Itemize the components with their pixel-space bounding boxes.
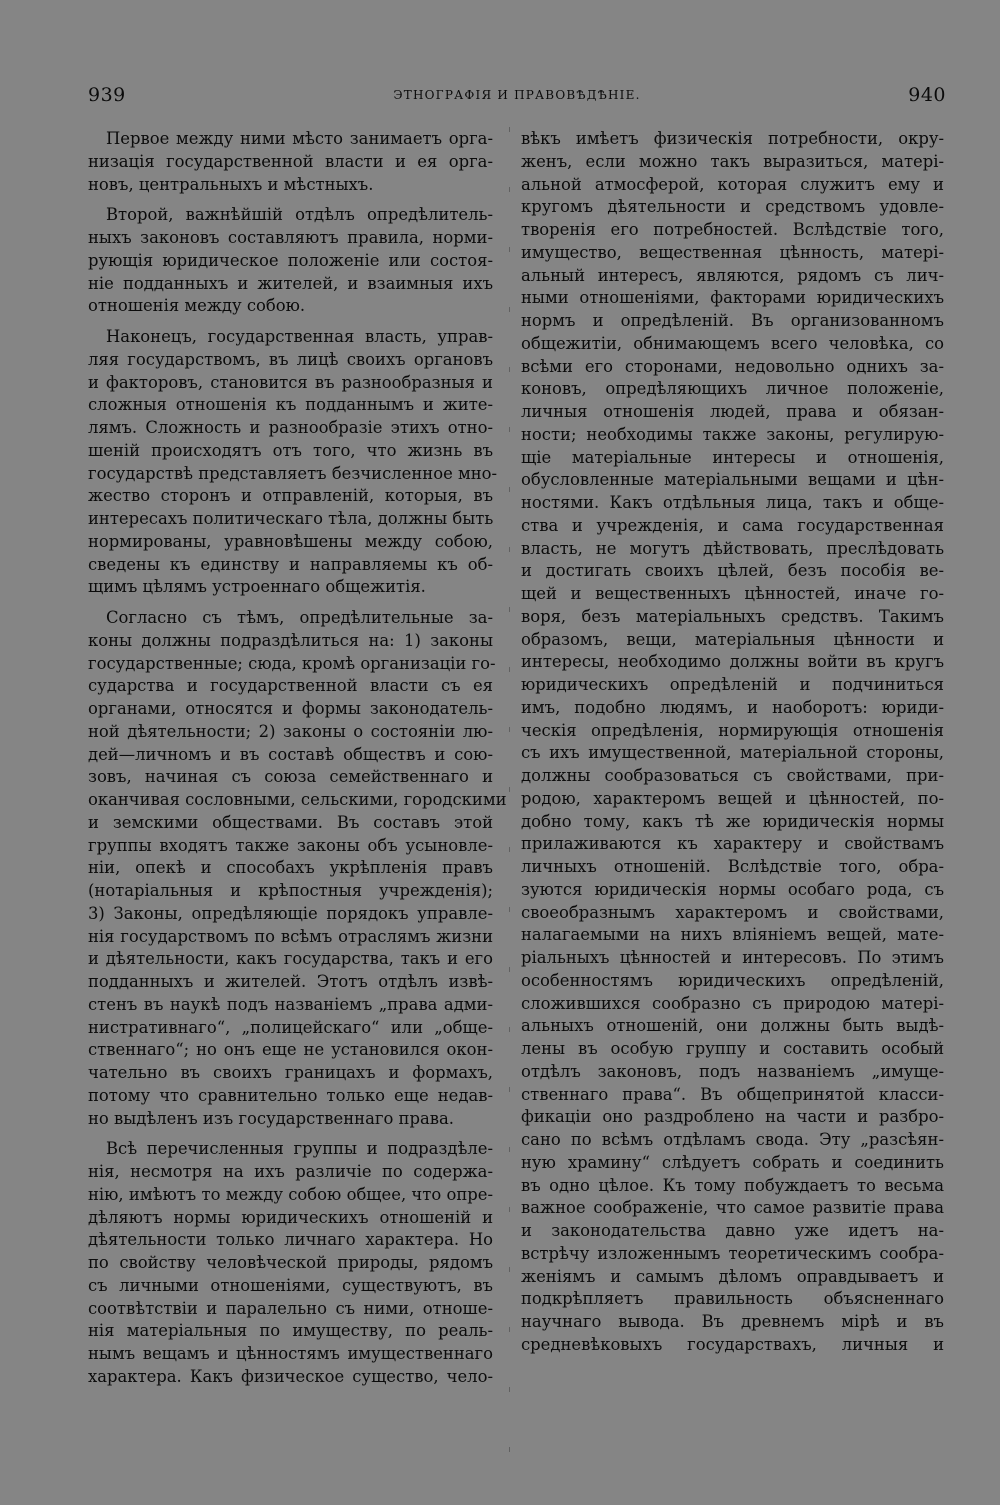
text-line: сведены къ единству и направляемы къ об- — [88, 554, 493, 574]
text-line: и факторовъ, становится въ разнообразныя и — [88, 372, 493, 392]
text-line: соотвѣтствіи и паралельно съ ними, отноше- — [88, 1298, 493, 1318]
text-line: зовъ, начиная съ союза семейственнаго и — [88, 767, 493, 787]
text-line: Наконецъ, государственная власть, управ- — [106, 327, 493, 346]
text-line: съ личными отношеніями, существуютъ, въ — [88, 1275, 493, 1295]
text-line: важное соображеніе, что самое развитіе права — [521, 1198, 944, 1218]
text-line: и законодательства давно уже идетъ на- — [521, 1221, 944, 1240]
text-line: должны сообразоваться съ свойствами, при- — [521, 766, 944, 785]
text-line: ческія опредѣленія, нормирующія отношенія — [521, 720, 944, 740]
text-line: щимъ цѣлямъ устроеннаго общежитія. — [88, 577, 426, 597]
text-line: ную храмину“ слѣдуетъ собрать и соединить — [521, 1152, 944, 1172]
text-line: лямъ. Сложность и разнообразіе этихъ отно- — [88, 418, 493, 437]
text-line: жество сторонъ и отправленій, которыя, въ — [88, 486, 493, 506]
column-divider — [509, 127, 510, 1452]
text-line: ности; необходимы также законы, регулирую- — [521, 424, 944, 444]
text-line: нія государствомъ по всѣмъ отраслямъ жизни — [88, 926, 493, 946]
text-line: нормъ и опредѣленій. Въ организованномъ — [521, 311, 944, 330]
text-line: всѣми его сторонами, недовольно однихъ за- — [521, 356, 944, 376]
text-line: прилаживаются къ характеру и свойствамъ — [521, 834, 944, 854]
text-line: по свойству человѣческой природы, рядомъ — [88, 1253, 493, 1272]
text-line: ственнаго права“. Въ общепринятой класси- — [521, 1084, 944, 1104]
text-line: органами, относятся и формы законодатель- — [88, 699, 493, 718]
paragraph-gap — [88, 318, 493, 326]
text-line: дѣляютъ нормы юридическихъ отношеній и — [88, 1207, 493, 1227]
text-line: характера. Какъ физическое существо, чело- — [88, 1366, 493, 1386]
text-line: обусловленные матеріальными вещами и цѣн- — [521, 470, 944, 490]
text-line: щіе матеріальные интересы и отношенія, — [521, 447, 944, 467]
text-line: сударства и государственной власти съ ея — [88, 676, 493, 696]
text-line: женъ, если можно такъ выразиться, матері- — [521, 151, 944, 171]
text-line: родою, характеромъ вещей и цѣнностей, по- — [521, 788, 944, 808]
text-line: юридическихъ опредѣленій и подчиниться — [521, 675, 944, 694]
text-line: подданныхъ и жителей. Этотъ отдѣлъ извѣ- — [88, 972, 493, 991]
text-line: оканчивая сословными, сельскими, городскими — [88, 790, 507, 809]
text-line: дей—личномъ и въ составѣ обществъ и сою- — [88, 744, 493, 764]
text-line: альной атмосферой, которая служитъ ему и — [521, 174, 944, 194]
text-line: зуются юридическія нормы особаго рода, съ — [521, 879, 944, 899]
paragraph-gap — [88, 196, 493, 204]
text-line: коны должны подраздѣлиться на: 1) законы — [88, 630, 493, 650]
text-line: 3) Законы, опредѣляющіе порядокъ управле- — [88, 903, 493, 923]
text-line: и дѣятельности, какъ государства, такъ и его — [88, 949, 493, 969]
text-line: ріальныхъ цѣнностей и интересовъ. По этимъ — [521, 948, 944, 967]
text-line: фикаціи оно раздроблено на части и разбро- — [521, 1107, 944, 1127]
running-title: ЭТНОГРАФІЯ И ПРАВОВѢДѢНІЕ. — [393, 88, 641, 102]
text-line: имъ, подобно людямъ, и наоборотъ: юриди- — [521, 697, 944, 717]
text-line: своеобразнымъ характеромъ и свойствами, — [521, 902, 944, 922]
text-line: интересахъ политическаго тѣла, должны быть — [88, 509, 494, 528]
text-line: государственные; сюда, кромѣ организаціи го- — [88, 653, 496, 673]
text-line: нію, имѣютъ то между собою общее, что опре- — [88, 1184, 493, 1204]
text-line: нистративнаго“, „полицейскаго“ или „обще- — [88, 1017, 493, 1037]
text-line: женіямъ и самымъ дѣломъ оправдываетъ и — [521, 1266, 944, 1286]
text-line: рующія юридическое положеніе или состоя- — [88, 250, 493, 270]
text-line: но выдѣленъ изъ государственнаго права. — [88, 1108, 454, 1128]
left-text-column — [88, 128, 507, 1389]
text-line: альный интересъ, являются, рядомъ съ лич- — [521, 265, 944, 285]
text-line: Всѣ перечисленныя группы и подраздѣле- — [106, 1139, 493, 1159]
text-line: ностями. Какъ отдѣльныя лица, такъ и обще- — [521, 493, 944, 512]
text-line: добно тому, какъ тѣ же юридическія нормы — [521, 811, 944, 831]
text-line: и достигать своихъ цѣлей, безъ пособія ве- — [521, 561, 944, 581]
text-line: средневѣковыхъ государствахъ, личныя и — [521, 1334, 944, 1354]
text-line: потому что сравнительно только еще недав- — [88, 1085, 493, 1105]
text-line: ной дѣятельности; 2) законы о состояніи лю- — [88, 721, 493, 741]
text-line: нія матеріальныя по имуществу, по реаль- — [88, 1321, 493, 1341]
text-line: ляя государствомъ, въ лицѣ своихъ органовъ — [88, 349, 493, 369]
text-line: государствѣ представляетъ безчисленное мно- — [88, 463, 498, 483]
text-line: отношенія между собою. — [88, 296, 306, 316]
text-line: группы входятъ также законы объ усыновле- — [88, 835, 493, 855]
text-line: ственнаго“; но онъ еще не установился окон- — [88, 1040, 493, 1060]
text-line: съ ихъ имущественной, матеріальной стороны, — [521, 743, 944, 763]
text-line: лены въ особую группу и составить особый — [521, 1039, 944, 1058]
text-line: подкрѣпляетъ правильность объясненнаго — [521, 1289, 944, 1309]
text-line: Первое между ними мѣсто занимаетъ орга- — [106, 129, 493, 148]
text-line: налагаемыми на нихъ вліяніемъ вещей, мате- — [521, 925, 944, 945]
text-line: личныя отношенія людей, права и обязан- — [521, 402, 944, 421]
text-line: дѣятельности только личнаго характера. Но — [88, 1230, 493, 1250]
text-line: шеній происходятъ отъ того, что жизнь въ — [88, 440, 493, 460]
text-line: Согласно съ тѣмъ, опредѣлительные за- — [106, 608, 493, 627]
text-line: коновъ, опредѣляющихъ личное положеніе, — [521, 379, 944, 399]
text-line: ніе подданныхъ и жителей, и взаимныя ихъ — [88, 273, 493, 293]
text-line: альныхъ отношеній, они должны быть выдѣ- — [521, 1016, 944, 1036]
text-line: ства и учрежденія, и сама государственная — [521, 515, 944, 535]
text-line: нія, несмотря на ихъ различіе по содержа- — [88, 1162, 493, 1181]
page-header — [88, 84, 946, 112]
text-line: чательно въ своихъ границахъ и формахъ, — [88, 1063, 493, 1082]
text-line: новъ, центральныхъ и мѣстныхъ. — [88, 174, 374, 194]
text-line: кругомъ дѣятельности и средствомъ удовле- — [521, 197, 944, 217]
text-line: (нотаріальныя и крѣпостныя учрежденія); — [88, 881, 493, 900]
text-line: нормированы, уравновѣшены между собою, — [88, 531, 493, 551]
page-number-right: 940 — [908, 84, 946, 106]
text-line: воря, безъ матеріальныхъ средствъ. Такимъ — [521, 606, 944, 626]
text-line: имущество, вещественная цѣнность, матері- — [521, 242, 944, 262]
text-line: власть, не могутъ дѣйствовать, преслѣдовать — [521, 538, 944, 558]
text-line: вѣкъ имѣетъ физическія потребности, окру- — [521, 129, 944, 148]
text-line: сложившихся сообразно съ природою матері- — [521, 993, 944, 1013]
text-line: Второй, важнѣйшій отдѣлъ опредѣлитель- — [106, 205, 493, 225]
paragraph-gap — [88, 599, 493, 607]
text-line: интересы, необходимо должны войти въ кругъ — [521, 652, 944, 672]
text-line: и земскими обществами. Въ составъ этой — [88, 812, 493, 832]
text-line: встрѣчу изложеннымъ теоретическимъ сообра- — [521, 1243, 944, 1263]
text-line: ніи, опекѣ и способахъ укрѣпленія правъ — [88, 858, 493, 878]
text-line: въ одно цѣлое. Къ тому побуждаетъ то весьма — [521, 1175, 944, 1195]
text-line: отдѣлъ законовъ, подъ названіемъ „имуще- — [521, 1061, 944, 1081]
text-line: творенія его потребностей. Вслѣдствіе того, — [521, 220, 944, 239]
text-line: общежитіи, обнимающемъ всего человѣка, со — [521, 333, 944, 353]
text-line: особенностямъ юридическихъ опредѣленій, — [521, 970, 944, 990]
right-text-column — [521, 128, 944, 1357]
text-line: научнаго вывода. Въ древнемъ мірѣ и въ — [521, 1312, 944, 1331]
text-line: образомъ, вещи, матеріальныя цѣнности и — [521, 629, 944, 649]
text-line: низація государственной власти и ея орга- — [88, 151, 493, 171]
text-line: стенъ въ наукѣ подъ названіемъ „права адми- — [88, 994, 493, 1014]
paragraph-gap — [88, 1130, 493, 1138]
page-number-left: 939 — [88, 84, 126, 106]
text-line: ными отношеніями, факторами юридическихъ — [521, 288, 944, 308]
text-line: личныхъ отношеній. Вслѣдствіе того, обра- — [521, 857, 944, 876]
text-line: сложныя отношенія къ подданнымъ и жите- — [88, 395, 493, 415]
text-line: нымъ вещамъ и цѣнностямъ имущественнаго — [88, 1344, 493, 1363]
text-line: щей и вещественныхъ цѣнностей, иначе го- — [521, 584, 944, 603]
text-line: сано по всѣмъ отдѣламъ свода. Эту „разсѣян- — [521, 1130, 944, 1149]
text-line: ныхъ законовъ составляютъ правила, норми- — [88, 228, 493, 247]
